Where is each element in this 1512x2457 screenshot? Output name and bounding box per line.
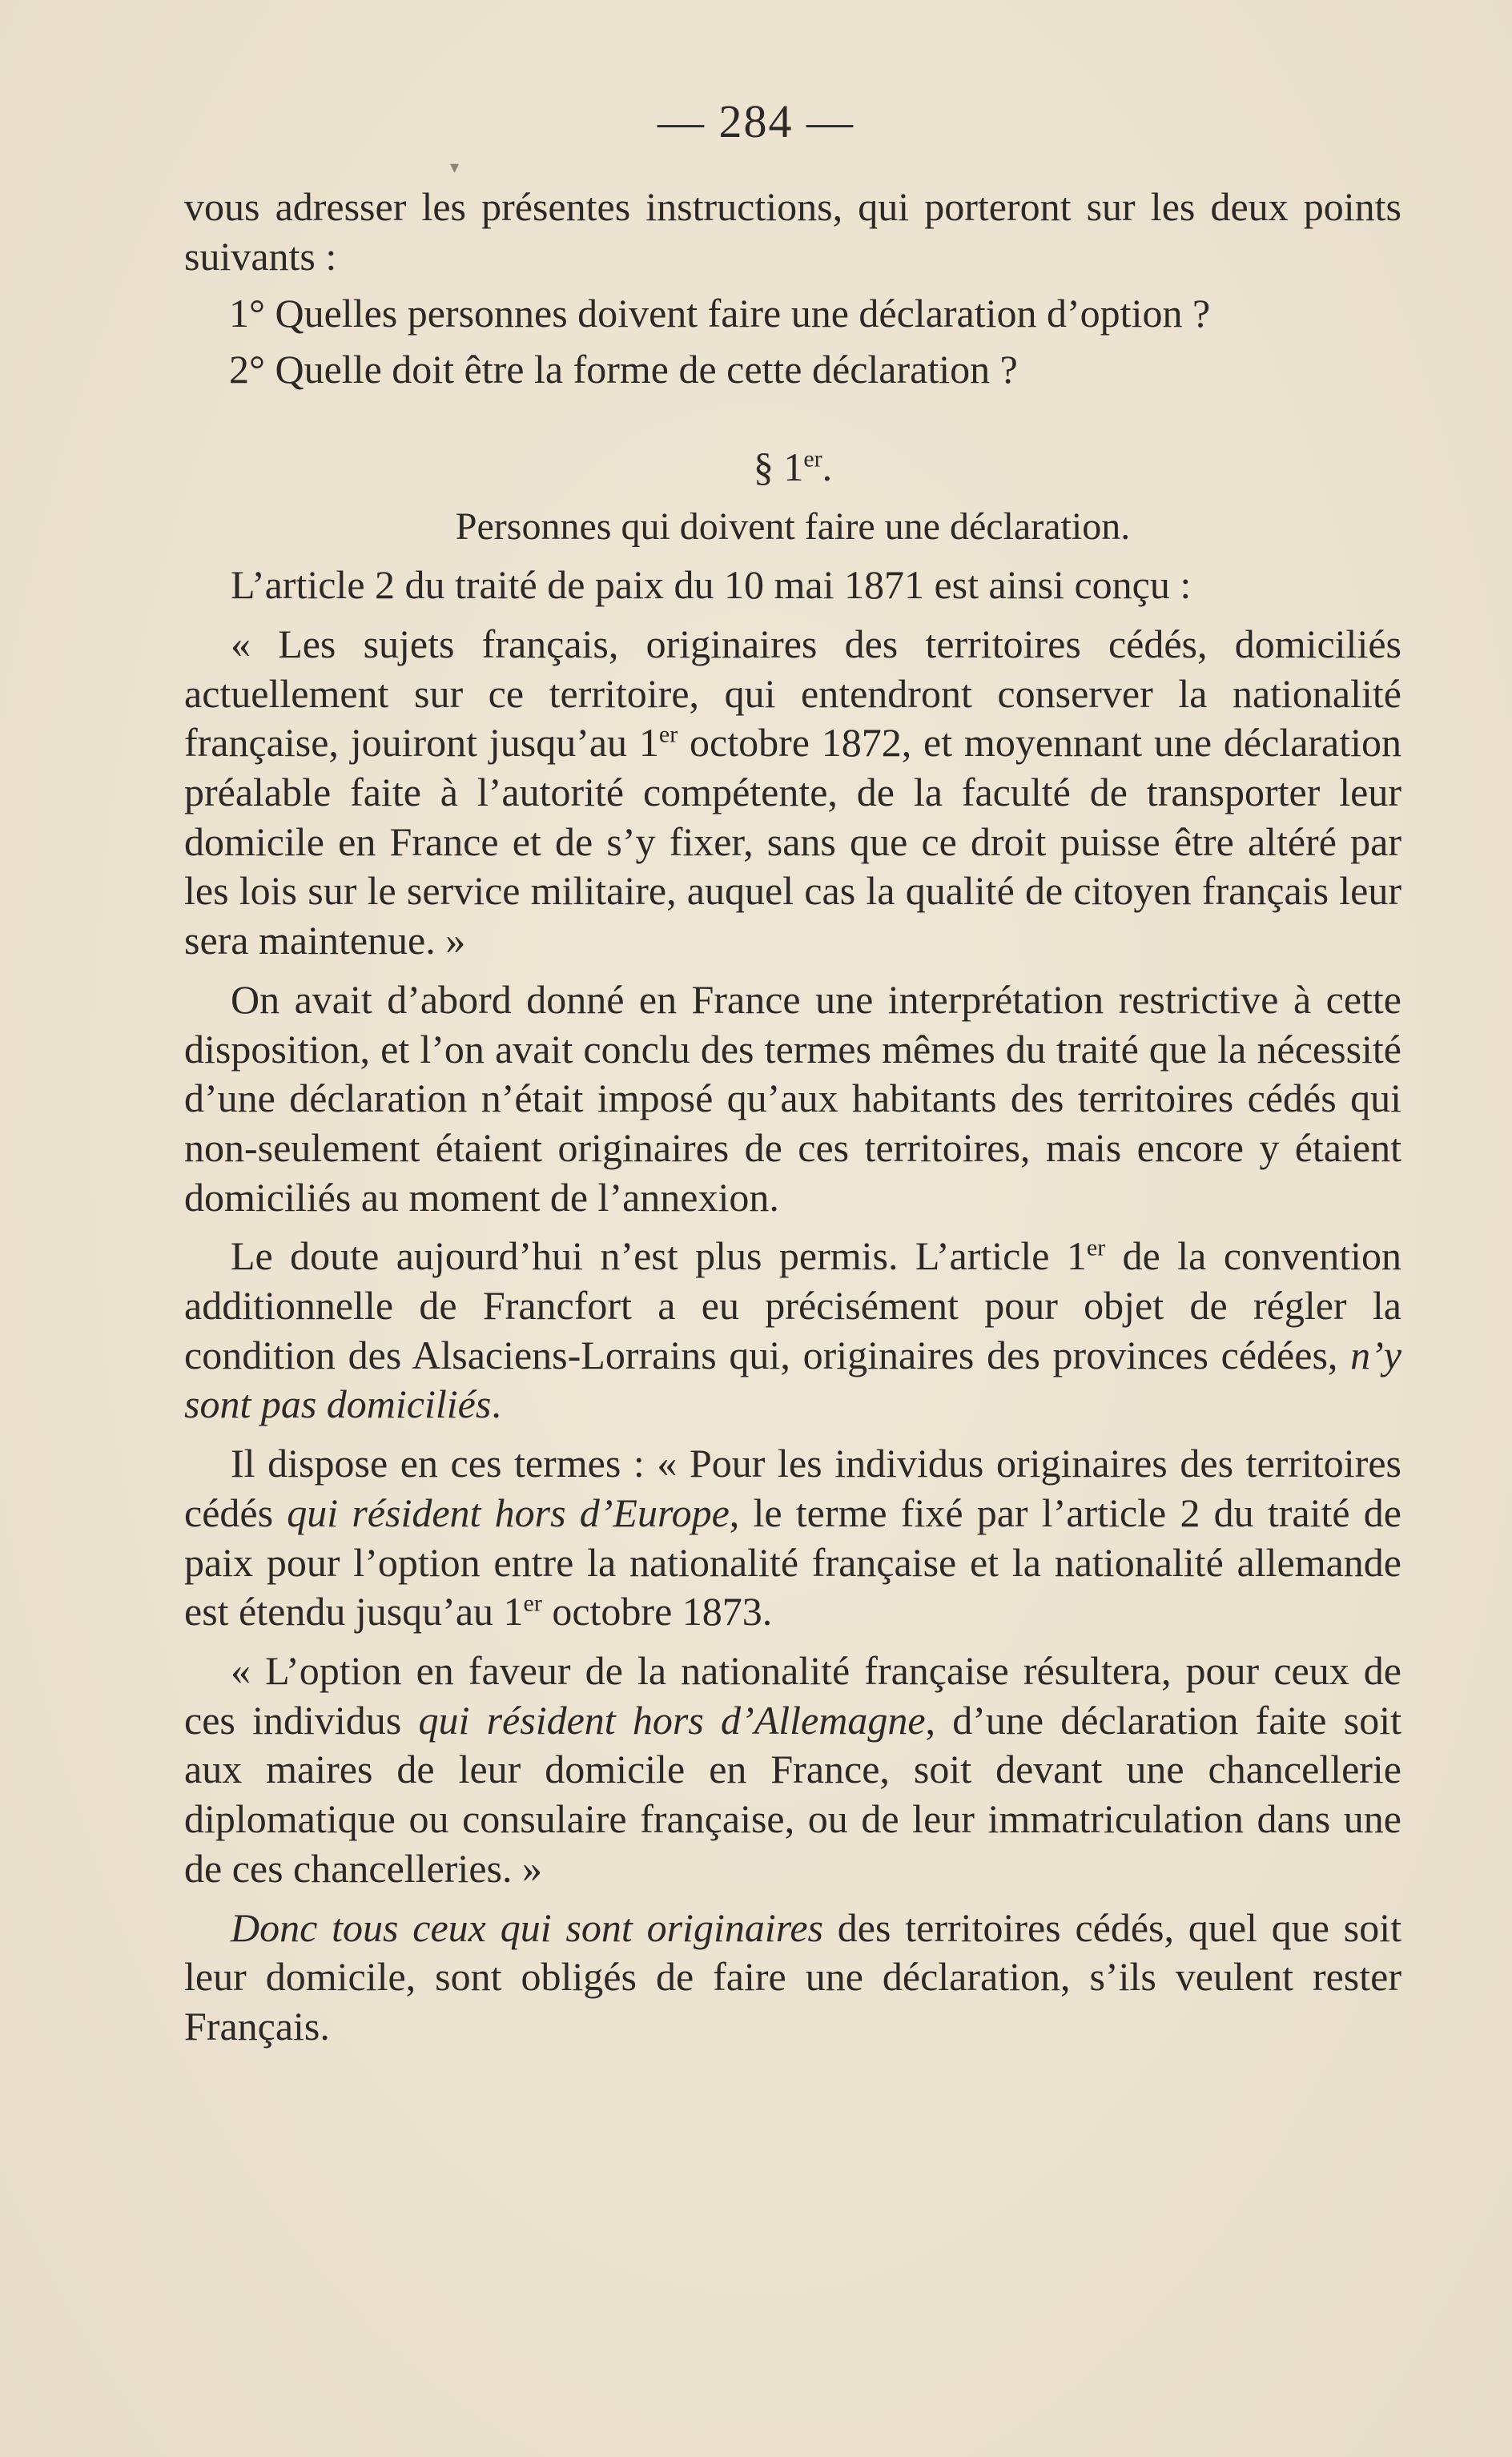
question-1: 1° Quelles personnes doivent faire une déclaration d’option ? — [229, 291, 1211, 336]
conclusion-paragraph — [184, 1904, 1401, 2052]
p3-part-a: Le doute aujourd’hui n’est plus permis. L’article 1 — [231, 1233, 1087, 1279]
p4-part-c: octobre 1873. — [541, 1589, 773, 1635]
section-title: Personnes qui doivent faire une déclaration. — [455, 505, 1131, 548]
option-quote-paragraph — [184, 1647, 1401, 1894]
quote1-part-b: octobre 1872, et moyennant une déclaration préalable faite à l’autorité compétente, de la faculté de transporter leur domicile en France et de s’y fixer, sans que ce droit puisse être altéré par les lois sur le service militaire, auquel cas la qualité de citoyen français leur sera maintenue. » — [184, 720, 1402, 963]
treaty-quote-paragraph — [184, 620, 1401, 966]
section-sign: § 1 — [753, 444, 804, 489]
section-sup: er — [803, 445, 822, 472]
p3-italic: n’y sont pas domiciliés — [184, 1332, 1401, 1427]
body-text — [184, 183, 1401, 2052]
p5-italic: Donc tous ceux qui sont originaires — [231, 1904, 823, 1950]
quote1-sup: er — [658, 721, 678, 748]
p4-sup: er — [523, 1590, 542, 1617]
quote2-italic: qui résident hors d’Allemagne — [418, 1697, 926, 1743]
interpretation-paragraph: On avait d’abord donné en France une interprétation restrictive à cette disposition, et l’on avait conclu des termes mêmes du traité que la nécessité d’une déclaration n’était imposé qu’aux habitants des territoires cédés qui non-seulement étaient originaires de ces territoires, mais encore y étaient domiciliés au moment de l’annexion. — [184, 976, 1401, 1220]
section-heading-number — [184, 443, 1401, 493]
p3-part-b: de la convention additionnelle de Francfort a eu précisément pour objet de régler la condition des Alsaciens-Lorrains qui, originaires des provinces cédées, — [184, 1233, 1401, 1377]
p4-italic: qui résident hors d’Europe — [287, 1490, 730, 1535]
section-dot: . — [822, 444, 833, 489]
ink-speck: ▾ — [450, 157, 460, 177]
p5-part-b: des territoires cédés, quel que soit leur domicile, sont obligés de faire une déclaration, s’ils veulent rester Français. — [184, 1904, 1401, 2049]
p4-part-a: Il dispose en ces termes : « Pour les individus originaires des territoires cédés — [184, 1441, 1401, 1535]
p4-part-b: , le terme fixé par l’article 2 du traité de paix pour l’option entre la nationalité française et la nationalité allemande est étendu jusqu’au 1 — [184, 1490, 1401, 1635]
page-number: — 284 — — [657, 95, 855, 147]
p3-part-c: . — [491, 1381, 501, 1427]
article-paragraph: L’article 2 du traité de paix du 10 mai 1871 est ainsi conçu : — [231, 562, 1192, 608]
disposition-paragraph — [184, 1439, 1401, 1637]
quote2-part-a: « L’option en faveur de la nationalité française résultera, pour ceux de ces individus — [184, 1647, 1401, 1743]
question-2: 2° Quelle doit être la forme de cette déclaration ? — [229, 347, 1018, 392]
intro-paragraph: vous adresser les présentes instructions, qui porteront sur les deux points suivants : — [184, 184, 1401, 279]
quote2-part-b: , d’une déclaration faite soit aux maires de leur domicile en France, soit devant une chancellerie diplomatique ou consulaire française, ou de leur immatriculation dans une de ces chancelleries. » — [184, 1697, 1401, 1891]
p3-sup: er — [1086, 1234, 1106, 1261]
quote1-part-a: « Les sujets français, originaires des territoires cédés, domiciliés actuellement sur ce territoire, qui entendront conserver la nationalité française, jouiront jusqu’au 1 — [184, 621, 1401, 766]
convention-paragraph — [184, 1232, 1401, 1430]
